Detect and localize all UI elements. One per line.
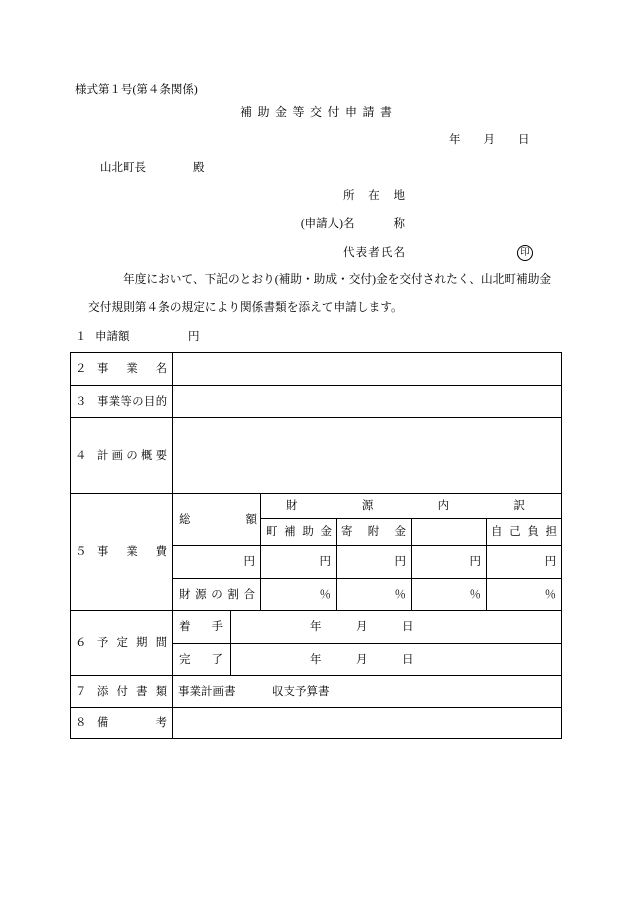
source-self-funded-cell	[487, 519, 562, 546]
town-subsidy-yen: 円	[261, 546, 337, 579]
row-project-name	[71, 353, 562, 386]
end-label-cell	[173, 644, 231, 676]
row-number: ３	[75, 395, 87, 408]
addressee: 山北町長	[100, 162, 146, 174]
document-title-line	[240, 105, 392, 119]
source-self-funded: 自己負担	[491, 526, 557, 538]
body-text-line-1: 年度において、下記のとおり(補助・助成・交付)金を交付されたく、山北町補助金	[123, 273, 552, 286]
attachments-label-cell	[71, 676, 173, 708]
plan-outline-value	[173, 418, 562, 494]
start-label-cell	[173, 611, 231, 644]
attachments-label: 添付書類	[97, 685, 167, 698]
amount-number: １	[75, 331, 87, 343]
schedule-label-cell	[71, 611, 173, 676]
plan-outline-label: 計画の概要	[97, 449, 167, 462]
self-funded-percent: ％	[487, 579, 562, 611]
total-label-cell	[173, 494, 261, 546]
start-date: 年 月 日	[231, 611, 562, 644]
project-name-label-cell	[71, 353, 173, 386]
application-date: 年 月 日	[449, 134, 530, 146]
end-label: 完了	[179, 653, 223, 666]
row-attachments	[71, 676, 562, 708]
plan-outline-label-cell	[71, 418, 173, 494]
total-label: 総額	[179, 513, 257, 526]
row-number: ８	[75, 717, 87, 729]
seal-mark-icon: 印	[517, 245, 533, 261]
row-schedule-start	[71, 611, 562, 644]
blank-source-yen: 円	[412, 546, 487, 579]
addressee-honorific: 殿	[193, 162, 205, 174]
row-number: ５	[75, 546, 87, 558]
representative-label: 代表者氏名	[343, 247, 405, 259]
donation-percent: ％	[337, 579, 412, 611]
start-label: 着手	[179, 621, 223, 633]
document-title: 補助金等交付申請書	[240, 105, 392, 119]
project-cost-label-cell	[71, 494, 173, 611]
town-subsidy-percent: ％	[261, 579, 337, 611]
purpose-label-cell	[71, 386, 173, 418]
self-funded-yen: 円	[487, 546, 562, 579]
total-yen: 円	[173, 546, 261, 579]
breakdown-label-cell	[261, 494, 562, 519]
purpose-label: 事業等の目的	[97, 395, 167, 408]
schedule-label: 予定期間	[97, 637, 167, 649]
project-name-value	[173, 353, 562, 386]
attachment-item: 事業計画書	[178, 685, 236, 698]
row-number: ６	[75, 637, 87, 649]
application-table	[70, 352, 562, 739]
amount-unit: 円	[188, 331, 200, 343]
form-number: 様式第１号(第４条関係)	[75, 84, 198, 96]
donation-yen: 円	[337, 546, 412, 579]
attachment-item: 収支予算書	[272, 685, 330, 698]
breakdown-label: 財源内訳	[286, 500, 525, 512]
representative-row	[343, 246, 405, 260]
body-text-line-2: 交付規則第４条の規定により関係書類を添えて申請します。	[88, 301, 403, 314]
remarks-label: 備考	[97, 717, 167, 729]
source-town-subsidy-cell	[261, 519, 337, 546]
source-donation-cell	[337, 519, 412, 546]
row-number: ２	[75, 363, 87, 375]
applicant-prefix: (申請人)	[300, 218, 343, 230]
project-cost-label: 事業費	[97, 546, 167, 558]
attachments-value	[173, 676, 562, 708]
amount-label: 申請額	[95, 331, 130, 343]
blank-source-percent: ％	[412, 579, 487, 611]
row-plan-outline	[71, 418, 562, 494]
row-remarks	[71, 708, 562, 739]
remarks-label-cell	[71, 708, 173, 739]
address-label: 所在地	[343, 190, 405, 202]
row-number: ７	[75, 685, 87, 698]
row-cost-header	[71, 494, 562, 519]
project-name-label: 事業名	[97, 363, 167, 375]
row-number: ４	[75, 449, 87, 462]
applicant-name-row	[301, 217, 405, 231]
ratio-label-cell	[173, 579, 261, 611]
ratio-label: 財源の割合	[179, 588, 255, 601]
source-town-subsidy: 町補助金	[266, 526, 332, 538]
name-label: 名称	[343, 218, 405, 230]
end-date: 年 月 日	[231, 644, 562, 676]
row-purpose	[71, 386, 562, 418]
remarks-value	[173, 708, 562, 739]
source-blank-cell	[412, 519, 487, 546]
applicant-address-row	[343, 189, 405, 203]
source-donation: 寄附金	[341, 526, 406, 538]
purpose-value	[173, 386, 562, 418]
